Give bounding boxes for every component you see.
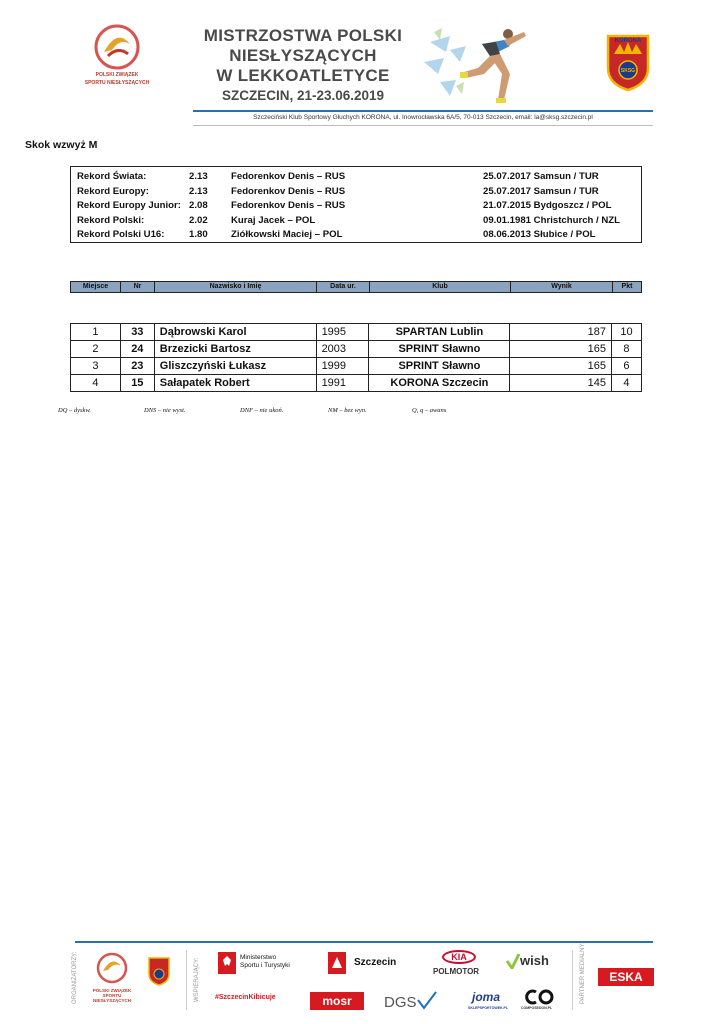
table-row xyxy=(71,358,642,375)
record-holder: Ziółkowski Maciej – POL xyxy=(231,229,343,241)
record-label: Rekord Świata: xyxy=(77,171,147,182)
footer-separator xyxy=(186,950,187,1010)
record-place: 08.06.2013 Słubice / POL xyxy=(483,229,596,241)
record-place: 25.07.2017 Samsun / TUR xyxy=(483,171,599,182)
result-name: Gliszczyński Łukasz xyxy=(154,358,316,375)
col-points: Pkt xyxy=(621,283,633,290)
record-value: 2.02 xyxy=(189,214,208,226)
label-media: PARTNER MEDIALNY: xyxy=(580,942,586,1004)
korona-logo xyxy=(604,32,652,92)
co-subtext: COMPOSEDON.PL xyxy=(521,1006,553,1010)
footer-org-name-line1: POLSKI ZWIĄZEK xyxy=(92,988,132,993)
title-line2: NIESŁYSZĄCYCH xyxy=(229,46,377,65)
record-row xyxy=(71,228,641,243)
title-line3: W LEKKOATLETYCE xyxy=(216,66,390,85)
col-club: Klub xyxy=(370,282,511,292)
results-table xyxy=(70,323,642,392)
wish-leaf-icon xyxy=(506,953,520,969)
footer-org-name xyxy=(84,988,140,1003)
footer-divider xyxy=(75,941,653,943)
joma-subtext: SKLEPSPORTOWEK.PL xyxy=(468,1006,508,1010)
org-name-line2: SPORTU NIESŁYSZĄCYCH xyxy=(84,80,150,86)
mosr-sponsor: mosr xyxy=(310,992,364,1010)
championship-title xyxy=(193,26,413,105)
result-points: 8 xyxy=(611,341,641,358)
record-label: Rekord Polski: xyxy=(77,214,145,226)
pzsn-footer-logo-icon xyxy=(96,952,128,984)
event-title: Skok wzwyż M xyxy=(25,139,98,151)
legend-nm: NM – bez wyn. xyxy=(328,407,367,414)
record-place: 09.01.1981 Christchurch / NZL xyxy=(483,214,621,226)
address-divider xyxy=(193,125,653,126)
legend-dq: DQ – dyskw. xyxy=(58,407,91,414)
ministry-sponsor xyxy=(240,954,290,970)
result-value: 165 xyxy=(510,341,612,358)
szczecin-logo-icon xyxy=(328,952,346,974)
title-line1: MISTRZOSTWA POLSKI xyxy=(203,26,403,45)
hashtag-sponsor: #SzczecinKibicuje xyxy=(215,994,276,1001)
col-nr: Nr xyxy=(121,282,155,292)
result-value: 145 xyxy=(510,375,612,392)
ministry-line2: Sportu i Turystyki xyxy=(240,962,290,969)
label-organizers: ORGANIZATORZY: xyxy=(72,951,78,1004)
col-result: Wynik xyxy=(511,282,613,292)
result-birth: 1999 xyxy=(316,358,369,375)
pzsn-logo xyxy=(72,24,162,108)
legend-q: Q, q – awans xyxy=(412,407,447,414)
eska-sponsor: ESKA xyxy=(598,968,654,986)
polish-eagle-icon xyxy=(218,952,236,974)
dgs-check-icon xyxy=(416,990,438,1010)
kia-sponsor: KIA xyxy=(442,950,476,964)
result-place: 3 xyxy=(71,358,121,375)
ministry-line1: Ministerstwo xyxy=(240,954,277,961)
record-row xyxy=(71,170,641,185)
result-club: SPRINT Sławno xyxy=(369,358,510,375)
col-place: Miejsce xyxy=(71,282,121,292)
record-row xyxy=(71,199,641,214)
record-value: 2.13 xyxy=(189,185,208,197)
co-logo-icon xyxy=(522,989,556,1005)
record-holder: Fedorenkov Denis – RUS xyxy=(231,200,346,212)
result-birth: 2003 xyxy=(316,341,369,358)
result-birth: 1995 xyxy=(316,324,369,341)
result-name: Dąbrowski Karol xyxy=(154,324,316,341)
result-nr: 15 xyxy=(120,375,154,392)
korona-logo-text: KORONA xyxy=(614,38,642,44)
runner-graphic-icon xyxy=(420,22,530,108)
footer-separator xyxy=(572,950,573,1010)
record-label: Rekord Europy Junior: xyxy=(77,200,181,212)
table-row xyxy=(71,375,642,392)
result-club: SPRINT Sławno xyxy=(369,341,510,358)
korona-logo-subtext: SKSG xyxy=(620,68,636,74)
joma-sponsor: joma xyxy=(472,990,501,1004)
table-row xyxy=(71,341,642,358)
result-nr: 23 xyxy=(120,358,154,375)
records-box xyxy=(70,166,642,243)
col-name: Nazwisko i Imię xyxy=(155,282,317,292)
record-value: 1.80 xyxy=(189,229,208,241)
result-name: Brzezicki Bartosz xyxy=(154,341,316,358)
record-label: Rekord Polski U16: xyxy=(77,229,165,241)
wish-sponsor: wish xyxy=(520,953,549,968)
record-row xyxy=(71,185,641,200)
record-value: 2.13 xyxy=(189,171,208,182)
club-address: Szczeciński Klub Sportowy Głuchych KORONA, ul. Inowrocławska 6A/5, 70-013 Szczecin, email: la@sksg.szczecin.pl xyxy=(253,114,593,121)
label-support: WSPIERAJĄCY: xyxy=(194,957,200,1002)
legend-dnf: DNF – nie ukoń. xyxy=(240,407,284,414)
record-holder: Kuraj Jacek – POL xyxy=(231,214,316,226)
header-divider xyxy=(193,110,653,112)
result-points: 4 xyxy=(611,375,641,392)
record-value: 2.08 xyxy=(189,200,208,212)
record-place: 25.07.2017 Samsun / TUR xyxy=(483,185,599,197)
record-place: 21.07.2015 Bydgoszcz / POL xyxy=(483,200,612,212)
event-date: SZCZECIN, 21-23.06.2019 xyxy=(221,88,385,103)
col-birth: Data ur. xyxy=(317,282,370,292)
table-row xyxy=(71,324,642,341)
result-name: Sałapatek Robert xyxy=(154,375,316,392)
legend-dns: DNS – nie wyst. xyxy=(144,407,186,414)
record-holder: Fedorenkov Denis – RUS xyxy=(231,171,346,182)
result-points: 10 xyxy=(611,324,641,341)
result-points: 6 xyxy=(611,358,641,375)
result-club: KORONA Szczecin xyxy=(369,375,510,392)
pzsn-emblem-icon xyxy=(94,24,140,70)
result-value: 187 xyxy=(510,324,612,341)
record-holder: Fedorenkov Denis – RUS xyxy=(231,185,346,197)
footer-org-name-line2: SPORTU NIESŁYSZĄCYCH xyxy=(92,993,131,1003)
result-nr: 33 xyxy=(120,324,154,341)
result-club: SPARTAN Lublin xyxy=(369,324,510,341)
record-label: Rekord Europy: xyxy=(77,185,149,197)
results-column-header xyxy=(70,281,642,293)
result-place: 1 xyxy=(71,324,121,341)
korona-shield-icon xyxy=(604,32,652,92)
result-birth: 1991 xyxy=(316,375,369,392)
szczecin-sponsor: Szczecin xyxy=(354,957,397,968)
result-value: 165 xyxy=(510,358,612,375)
dgs-sponsor: DGS xyxy=(384,994,417,1011)
result-place: 2 xyxy=(71,341,121,358)
korona-footer-logo-icon xyxy=(147,956,171,986)
record-row xyxy=(71,214,641,229)
result-place: 4 xyxy=(71,375,121,392)
polmotor-sponsor: POLMOTOR xyxy=(433,967,480,976)
result-nr: 24 xyxy=(120,341,154,358)
org-name-line1: POLSKI ZWIĄZEK xyxy=(95,72,139,78)
